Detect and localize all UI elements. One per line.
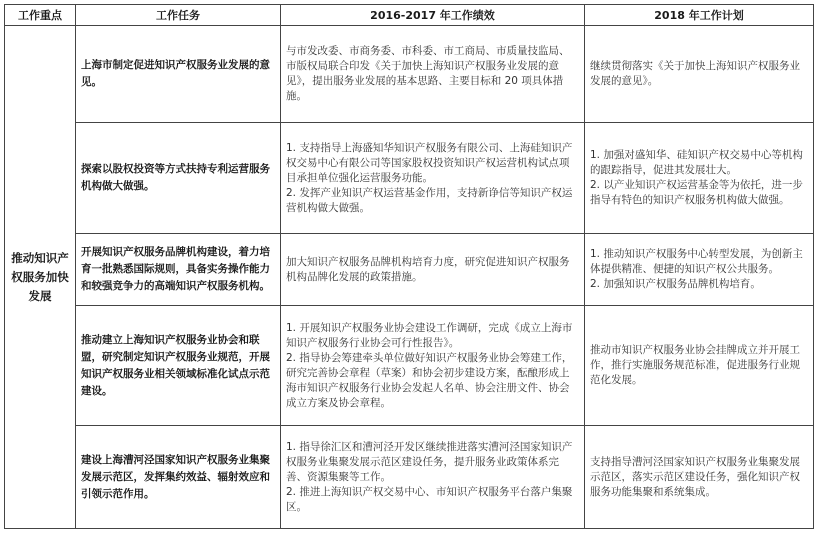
table-row — [5, 26, 814, 123]
focus-area-cell: 推动知识产权服务加快发展 — [5, 26, 76, 529]
header-performance: 2016-2017 年工作绩效 — [281, 5, 585, 26]
header-task: 工作任务 — [76, 5, 281, 26]
plan-item: 1. 加强对盛知华、硅知识产权交易中心等机构的跟踪指导，促进其发展壮大。 — [590, 149, 803, 176]
table-container — [4, 4, 813, 529]
performance-cell — [281, 26, 585, 123]
plan-cell — [585, 234, 814, 306]
header-plan: 2018 年工作计划 — [585, 5, 814, 26]
table-row — [5, 426, 814, 529]
header-row — [5, 5, 814, 26]
plan-item: 1. 推动知识产权服务中心转型发展，为创新主体提供精准、便捷的知识产权公共服务。 — [590, 248, 803, 275]
table-row — [5, 234, 814, 306]
table-row — [5, 306, 814, 426]
performance-item: 1. 指导徐汇区和漕河泾开发区继续推进落实漕河泾国家知识产权服务业集聚发展示范区建设任务，提升服务业政策体系完善、资源集聚等工作。 — [286, 440, 573, 483]
performance-item: 2. 发挥产业知识产权运营基金作用，支持新诤信等知识产权运营机构做大做强。 — [286, 186, 573, 214]
performance-cell — [281, 306, 585, 426]
performance-item: 1. 开展知识产权服务业协会建设工作调研，完成《成立上海市知识产权服务行业协会可行性报告》。 — [286, 321, 573, 349]
performance-cell — [281, 123, 585, 234]
task-cell: 开展知识产权服务品牌机构建设，着力培育一批熟悉国际规则，具备实务操作能力和较强竞争力的高端知识产权服务机构。 — [76, 234, 281, 306]
plan-item: 2. 以产业知识产权运营基金等为依托，进一步指导有特色的知识产权服务机构做大做强。 — [590, 179, 803, 206]
plan-cell — [585, 306, 814, 426]
plan-item: 支持指导漕河泾国家知识产权服务业集聚发展示范区，落实示范区建设任务，强化知识产权服务功能集聚和系统集成。 — [590, 455, 800, 498]
performance-item: 2. 指导协会筹建牵头单位做好知识产权服务业协会筹建工作，研究完善协会章程（草案）和协会初步建设方案，酝酿形成上海市知识产权服务行业协会发起人名单、协会注册文件、协会成立方案及协会章程。 — [286, 351, 573, 409]
plan-cell — [585, 26, 814, 123]
performance-cell — [281, 234, 585, 306]
task-cell: 上海市制定促进知识产权服务业发展的意见。 — [76, 26, 281, 123]
plan-cell — [585, 123, 814, 234]
plan-cell — [585, 426, 814, 529]
performance-item: 加大知识产权服务品牌机构培育力度，研究促进知识产权服务机构品牌化发展的政策措施。 — [286, 255, 570, 283]
task-cell: 建设上海漕河泾国家知识产权服务业集聚发展示范区，发挥集约效益、辐射效应和引领示范作用。 — [76, 426, 281, 529]
task-cell: 探索以股权投资等方式扶持专利运营服务机构做大做强。 — [76, 123, 281, 234]
header-focus: 工作重点 — [5, 5, 76, 26]
performance-item: 2. 推进上海知识产权交易中心、市知识产权服务平台落户集聚区。 — [286, 485, 573, 513]
work-plan-table — [4, 4, 814, 529]
task-cell: 推动建立上海知识产权服务业协会和联盟，研究制定知识产权服务业规范，开展知识产权服务业相关领域标准化试点示范建设。 — [76, 306, 281, 426]
performance-item: 1. 支持指导上海盛知华知识产权服务有限公司、上海硅知识产权交易中心有限公司等国家股权投资知识产权运营机构试点项目承担单位强化运营服务功能。 — [286, 141, 573, 184]
plan-item: 2. 加强知识产权服务品牌机构培育。 — [590, 278, 761, 290]
performance-cell — [281, 426, 585, 529]
plan-item: 推动市知识产权服务业协会挂牌成立并开展工作，推行实施服务规范标准，促进服务行业规范化发展。 — [590, 344, 800, 386]
plan-item: 继续贯彻落实《关于加快上海知识产权服务业发展的意见》。 — [590, 60, 800, 87]
performance-item: 与市发改委、市商务委、市科委、市工商局、市质量技监局、市版权局联合印发《关于加快上海知识产权服务业发展的意见》，提出服务业发展的基本思路、主要目标和 20 项具体措施。 — [286, 45, 570, 102]
table-row — [5, 123, 814, 234]
